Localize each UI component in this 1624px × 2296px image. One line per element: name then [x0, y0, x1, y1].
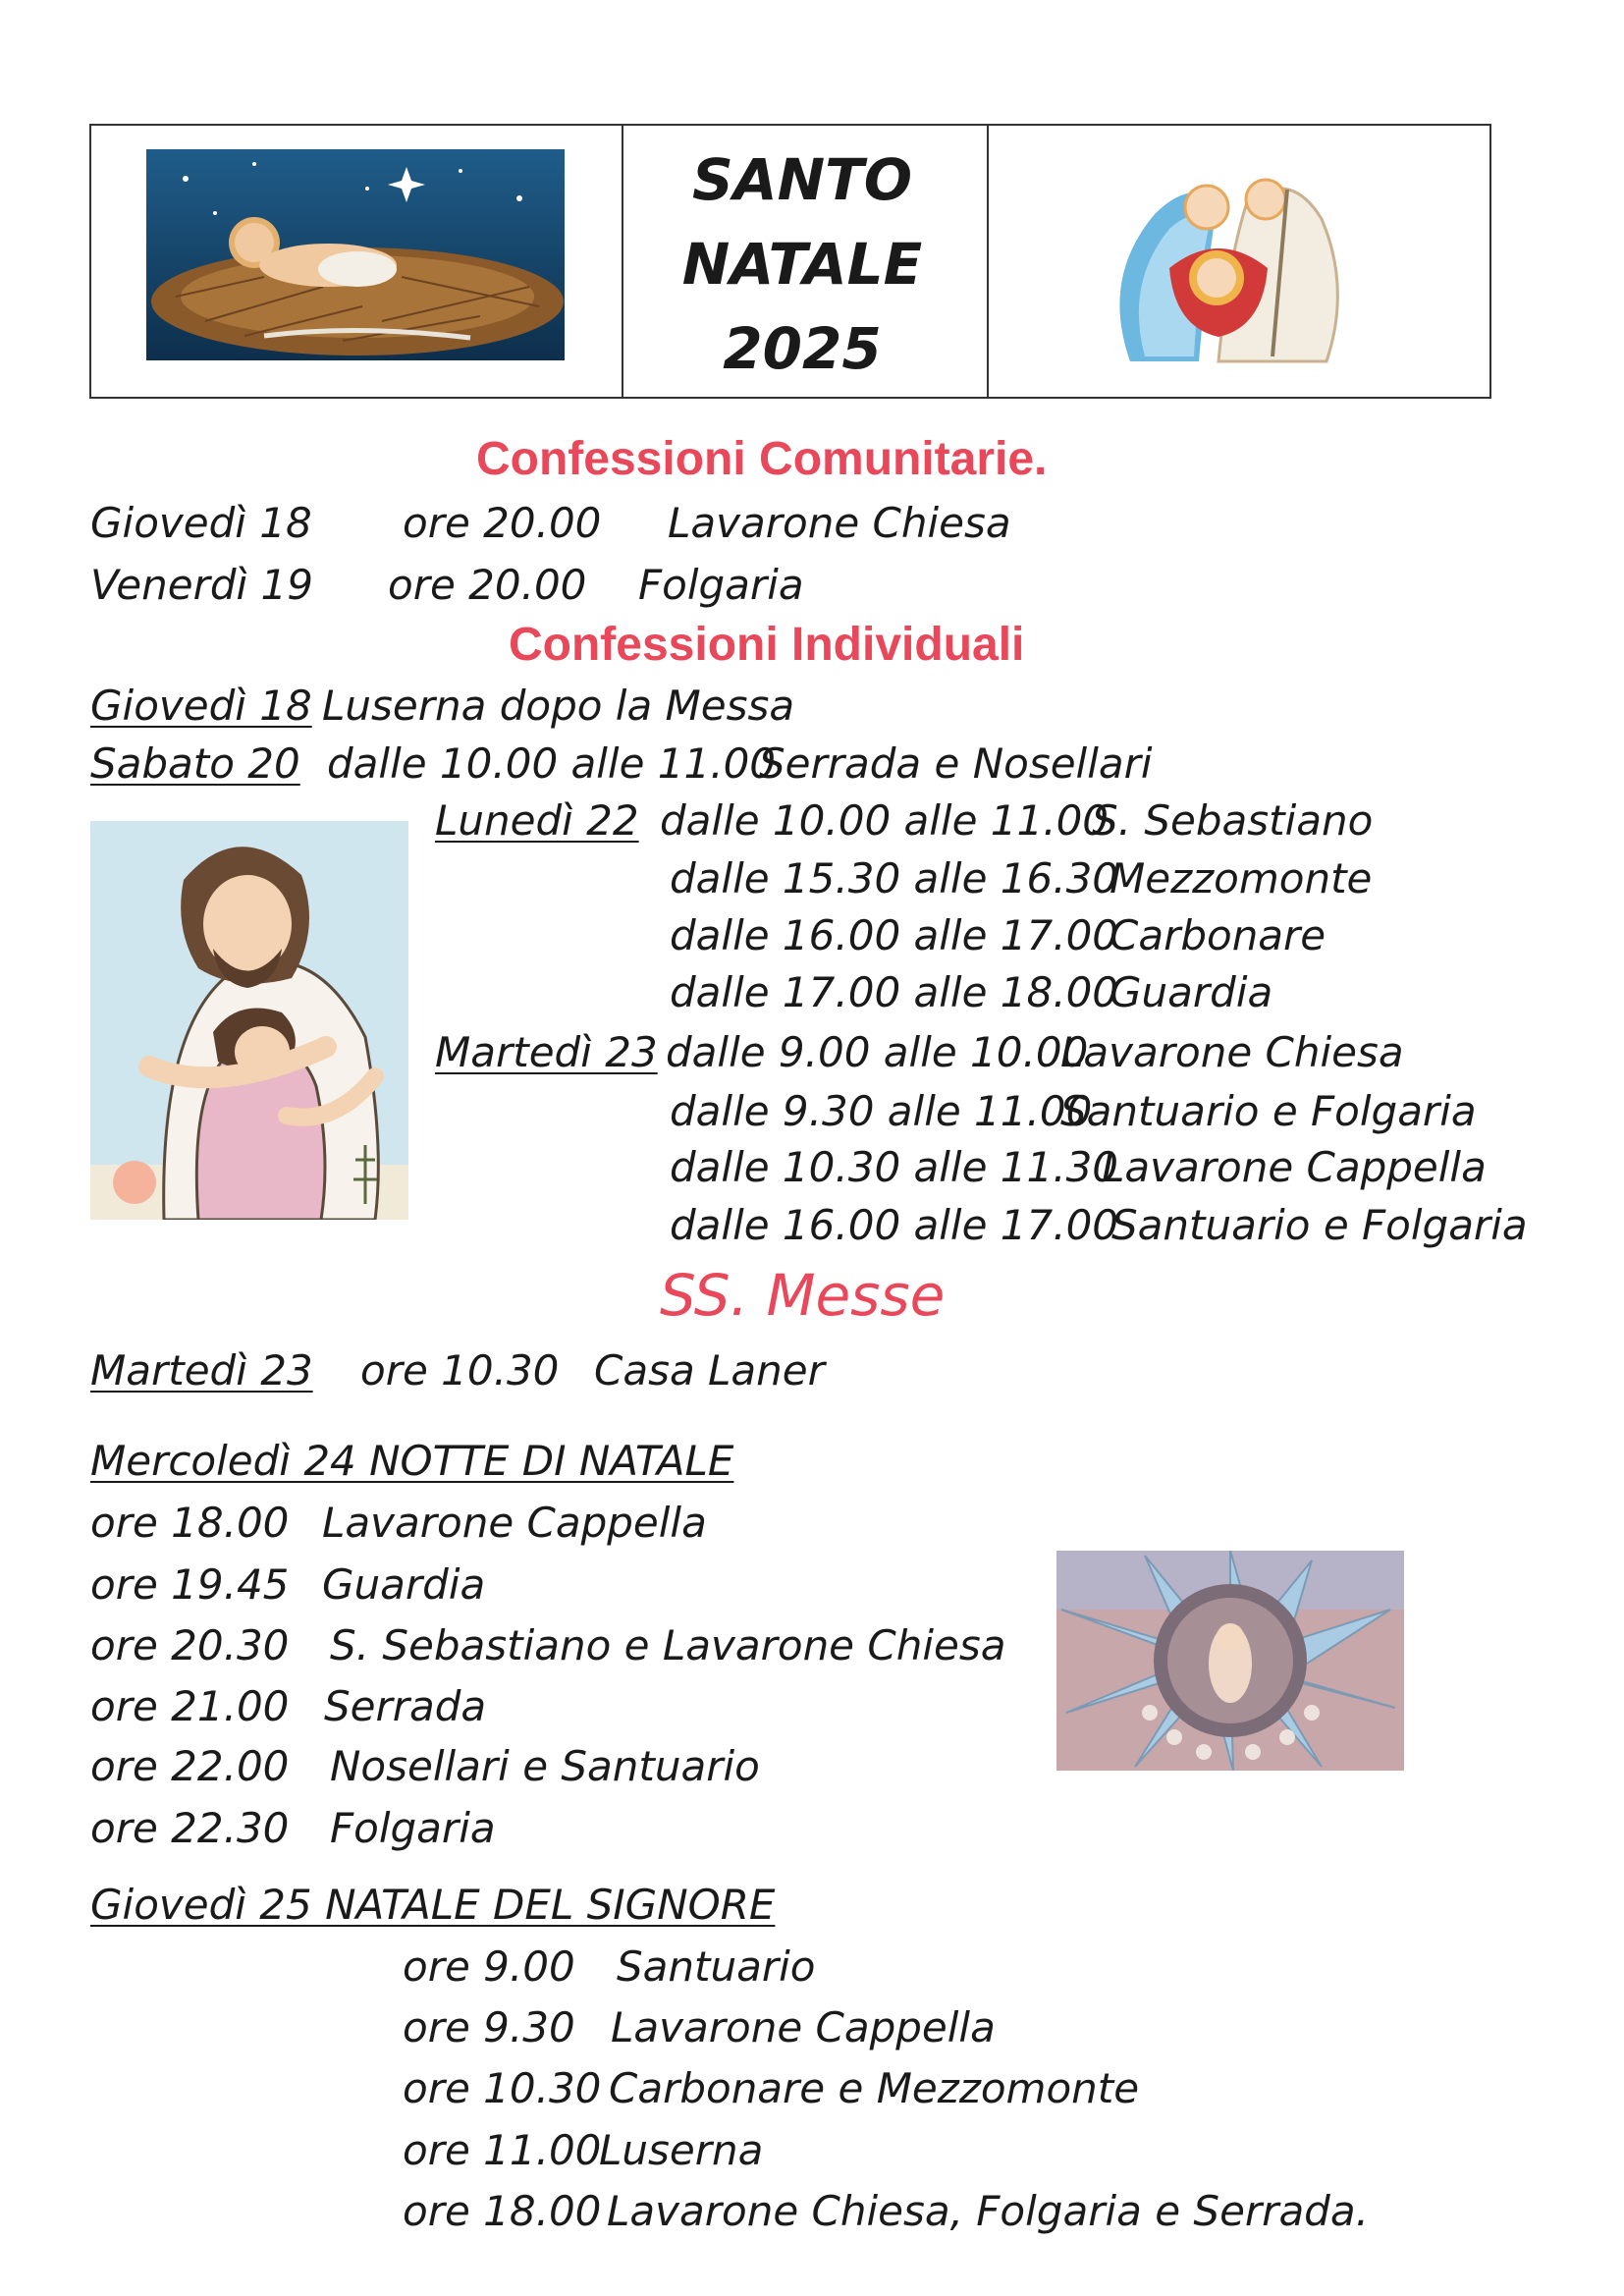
schedule-place: S. Sebastiano e Lavarone Chiesa	[330, 1621, 1006, 1669]
schedule-day: Venerdì 19	[90, 561, 313, 609]
schedule-time: ore 20.00	[403, 499, 602, 547]
schedule-place: Nosellari e Santuario	[330, 1742, 760, 1790]
schedule-time: ore 19.45	[90, 1560, 290, 1609]
schedule-place: Santuario e Folgaria	[1060, 1087, 1477, 1135]
schedule-time: dalle 10.00 alle 11.00	[660, 796, 1110, 845]
schedule-place: Lavarone Chiesa, Folgaria e Serrada.	[607, 2187, 1369, 2235]
schedule-place: Carbonare e Mezzomonte	[609, 2064, 1140, 2112]
schedule-time: ore 18.00	[90, 1499, 290, 1547]
subsection-heading: Mercoledì 24 NOTTE DI NATALE	[90, 1437, 734, 1485]
schedule-place: S. Sebastiano	[1092, 796, 1374, 845]
schedule-time: ore 10.30	[360, 1346, 560, 1394]
schedule-place: Guardia	[1110, 968, 1273, 1016]
schedule-day: Martedì 23	[435, 1028, 658, 1076]
section-title-confessioni-comunitarie: Confessioni Comunitarie.	[476, 433, 1048, 485]
schedule-time: dalle 10.30 alle 11.30	[670, 1143, 1119, 1191]
schedule-place: Lavarone Cappella	[322, 1499, 707, 1547]
schedule-place: Serrada e Nosellari	[759, 739, 1153, 788]
schedule-time: ore 11.00	[403, 2126, 602, 2174]
schedule-place: Lavarone Chiesa	[1060, 1028, 1404, 1076]
schedule-place: Luserna dopo la Messa	[322, 682, 795, 730]
schedule-time: dalle 10.00 alle 11.00	[327, 739, 777, 788]
holy-family-image	[1101, 160, 1356, 366]
schedule-time: ore 20.00	[388, 561, 587, 609]
schedule-place: Casa Laner	[594, 1346, 825, 1394]
section-title-messe: SS. Messe	[660, 1262, 946, 1329]
schedule-time: ore 20.30	[90, 1621, 290, 1669]
schedule-place: Carbonare	[1110, 911, 1326, 959]
schedule-time: dalle 9.30 alle 11.00	[670, 1087, 1093, 1135]
schedule-time: ore 22.00	[90, 1742, 290, 1790]
schedule-time: ore 21.00	[90, 1682, 290, 1730]
title-line: NATALE	[681, 231, 923, 298]
schedule-time: dalle 16.00 alle 17.00	[670, 911, 1119, 959]
schedule-time: dalle 17.00 alle 18.00	[670, 968, 1119, 1016]
baby-jesus-manger-image	[146, 149, 565, 360]
title-line: SANTO	[691, 146, 913, 213]
schedule-place: Lavarone Cappella	[611, 2003, 996, 2051]
schedule-day: Giovedì 18	[90, 682, 312, 730]
schedule-day: Martedì 23	[90, 1346, 313, 1394]
schedule-time: ore 10.30	[403, 2064, 602, 2112]
schedule-place: Mezzomonte	[1110, 854, 1373, 902]
schedule-time: ore 9.30	[403, 2003, 575, 2051]
schedule-place: Serrada	[324, 1682, 487, 1730]
schedule-time: dalle 16.00 alle 17.00	[670, 1201, 1119, 1249]
schedule-place: Luserna	[599, 2126, 764, 2174]
schedule-place: Lavarone Chiesa	[668, 499, 1011, 547]
jesus-embrace-image	[90, 821, 408, 1220]
schedule-day: Lunedì 22	[435, 796, 639, 845]
schedule-place: Lavarone Cappella	[1102, 1143, 1487, 1191]
schedule-time: ore 22.30	[90, 1804, 290, 1852]
schedule-place: Folgaria	[638, 561, 804, 609]
schedule-day: Giovedì 18	[90, 499, 312, 547]
schedule-place: Santuario e Folgaria	[1111, 1201, 1528, 1249]
schedule-place: Santuario	[617, 1942, 816, 1991]
page-title	[622, 137, 983, 391]
header-divider	[987, 126, 989, 397]
title-line: 2025	[723, 315, 882, 382]
schedule-time: dalle 9.00 alle 10.00	[666, 1028, 1089, 1076]
schedule-place: Guardia	[322, 1560, 486, 1609]
schedule-day: Sabato 20	[90, 739, 300, 788]
header-box	[89, 124, 1491, 399]
subsection-heading: Giovedì 25 NATALE DEL SIGNORE	[90, 1881, 776, 1929]
schedule-time: dalle 15.30 alle 16.30	[670, 854, 1119, 902]
nativity-star-image	[1056, 1551, 1404, 1771]
schedule-time: ore 18.00	[403, 2187, 602, 2235]
section-title-confessioni-individuali: Confessioni Individuali	[509, 619, 1025, 671]
schedule-place: Folgaria	[330, 1804, 496, 1852]
schedule-time: ore 9.00	[403, 1942, 575, 1991]
